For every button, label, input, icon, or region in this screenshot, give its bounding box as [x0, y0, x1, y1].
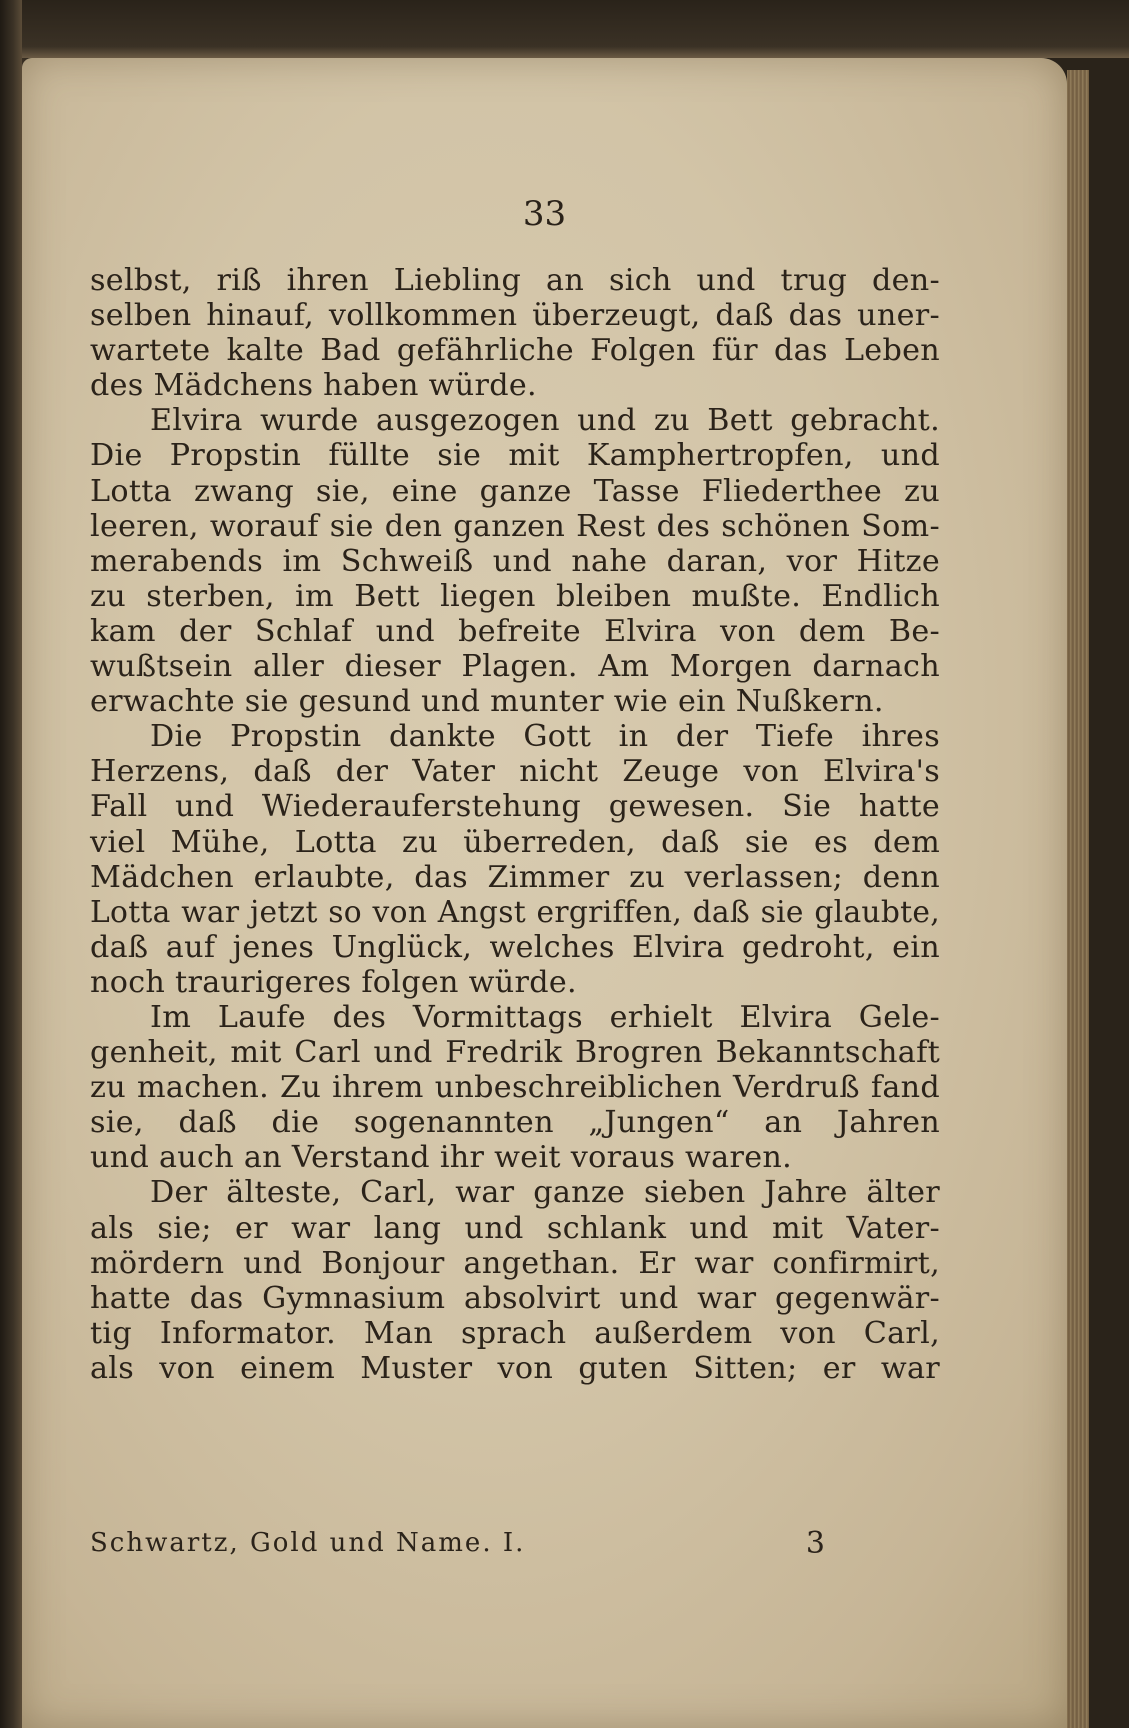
text-line: und auch an Verstand ihr weit voraus waren. — [90, 1140, 792, 1176]
text-line: sie, daß die sogenannten „Jungen“ an Jahren — [90, 1105, 940, 1141]
page-number: 33 — [522, 194, 567, 234]
text-line: wußtsein aller dieser Plagen. Am Morgen darnach — [90, 649, 940, 685]
text-line: genheit, mit Carl und Fredrik Brogren Bekanntschaft — [90, 1035, 940, 1071]
book-top-edge — [0, 0, 1129, 58]
body-text — [90, 263, 940, 1386]
text-line: Mädchen erlaubte, das Zimmer zu verlassen; denn — [90, 859, 940, 895]
text-line: mördern und Bonjour angethan. Er war confirmirt, — [90, 1245, 940, 1281]
book-spine — [0, 0, 22, 1728]
text-line: Der älteste, Carl, war ganze sieben Jahre älter — [150, 1175, 940, 1211]
signature-number: 3 — [805, 1526, 825, 1561]
text-line: noch traurigeres folgen würde. — [90, 964, 577, 1000]
text-line: zu sterben, im Bett liegen bleiben mußte. Endlich — [90, 578, 940, 614]
text-line: des Mädchens haben würde. — [90, 368, 537, 404]
text-line: Lotta zwang sie, eine ganze Tasse Fliederthee zu — [90, 473, 940, 509]
text-line: viel Mühe, Lotta zu überreden, daß sie es dem — [90, 824, 940, 860]
text-line: als sie; er war lang und schlank und mit Vater- — [90, 1210, 940, 1246]
text-line: selben hinauf, vollkommen überzeugt, daß das uner- — [90, 298, 940, 334]
text-line: Lotta war jetzt so von Angst ergriffen, daß sie glaubte, — [90, 894, 940, 930]
text-line: leeren, worauf sie den ganzen Rest des schönen Som- — [90, 508, 940, 544]
text-line: als von einem Muster von guten Sitten; er war — [90, 1350, 940, 1386]
text-line: tig Informator. Man sprach außerdem von Carl, — [90, 1315, 940, 1351]
text-line: Im Laufe des Vormittags erhielt Elvira Gele- — [150, 999, 940, 1035]
text-line: Elvira wurde ausgezogen und zu Bett gebracht. — [150, 403, 940, 439]
text-line: zu machen. Zu ihrem unbeschreiblichen Verdruß fand — [90, 1070, 940, 1106]
text-line: Herzens, daß der Vater nicht Zeuge von Elvira's — [90, 754, 940, 790]
page-stack-edge — [1067, 70, 1089, 1728]
text-line: kam der Schlaf und befreite Elvira von dem Be- — [90, 613, 940, 649]
page-footer — [90, 1528, 940, 1568]
text-line: Die Propstin füllte sie mit Kamphertropfen, und — [90, 438, 940, 474]
text-line: selbst, riß ihren Liebling an sich und trug den- — [90, 263, 940, 298]
text-line: merabends im Schweiß und nahe daran, vor Hitze — [90, 543, 940, 579]
printer-signature: Schwartz, Gold und Name. I. — [90, 1528, 526, 1558]
text-line: hatte das Gymnasium absolvirt und war gegenwär- — [90, 1280, 940, 1316]
text-line: wartete kalte Bad gefährliche Folgen für das Leben — [90, 333, 940, 369]
text-line: Fall und Wiederauferstehung gewesen. Sie hatte — [90, 789, 940, 825]
text-line: erwachte sie gesund und munter wie ein Nußkern. — [90, 684, 884, 720]
text-line: Die Propstin dankte Gott in der Tiefe ihres — [150, 719, 940, 755]
book-page — [22, 58, 1067, 1728]
text-line: daß auf jenes Unglück, welches Elvira gedroht, ein — [90, 929, 940, 965]
